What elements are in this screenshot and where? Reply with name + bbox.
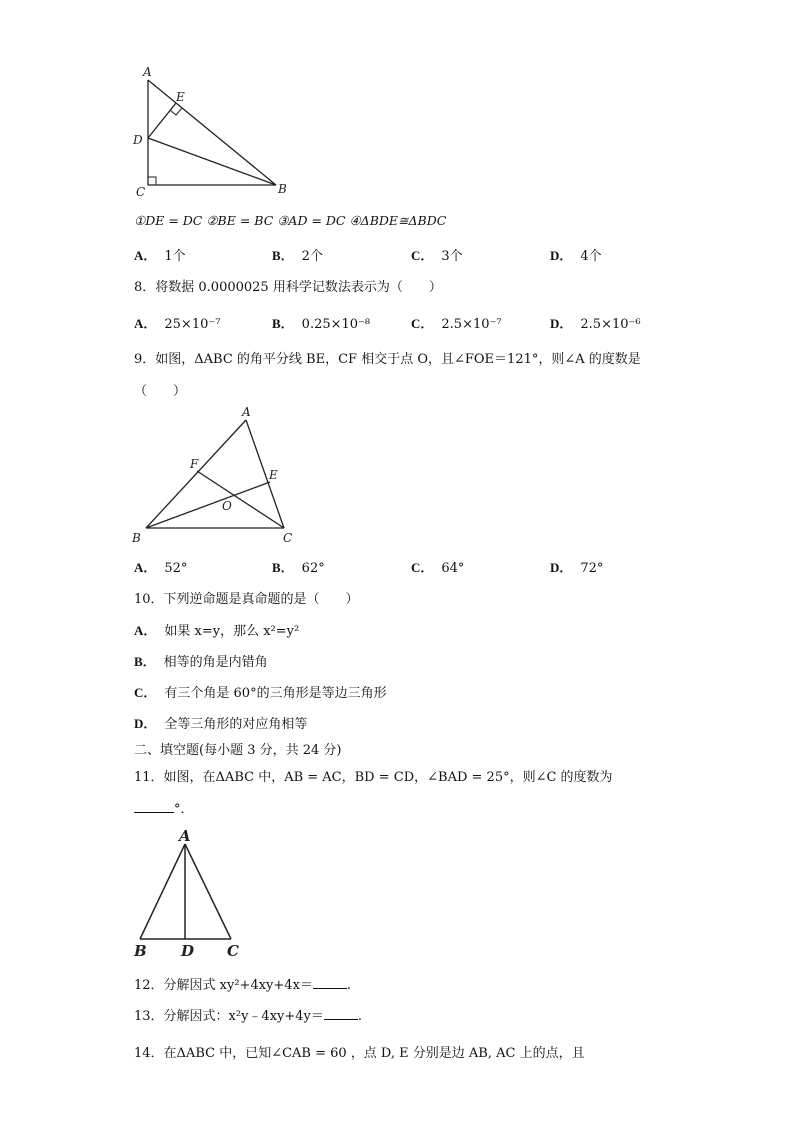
figure-q7-svg <box>128 64 298 200</box>
q11-tail: °． <box>174 802 194 817</box>
option-label: A． <box>134 316 157 331</box>
q9-stem: 9．如图，ΔABC 的角平分线 BE，CF 相交于点 O，且∠FOE＝121°，则∠A 的度数是 <box>134 352 641 367</box>
option-text: 3个 <box>441 249 463 264</box>
option-label: A． <box>134 623 157 638</box>
q13-stem: 13．分解因式：x²y﹣4xy+4y＝ <box>134 1009 324 1024</box>
label-O: O <box>222 499 232 513</box>
option-text: 2.5×10⁻⁶ <box>580 317 641 332</box>
option-text: 全等三角形的对应角相等 <box>164 717 308 732</box>
q10-stem: 10．下列逆命题是真命题的是（ ） <box>134 592 359 607</box>
label-F: F <box>190 457 199 471</box>
q8-option-a[interactable] <box>134 313 220 332</box>
option-label: A． <box>134 560 157 575</box>
q12-line <box>134 974 351 993</box>
option-text: 1个 <box>164 249 186 264</box>
q9-stem-cont: （ ） <box>134 384 187 399</box>
q14-stem: 14．在ΔABC 中，已知∠CAB = 60 ，点 D, E 分别是边 AB, AC 上的点，且 <box>134 1046 585 1061</box>
q7-option-c[interactable] <box>411 245 463 264</box>
option-text: 4个 <box>580 249 602 264</box>
label-A: A <box>179 827 191 845</box>
option-label: C． <box>411 560 434 575</box>
option-text: 0.25×10⁻⁸ <box>301 317 371 332</box>
figure-q9-svg <box>128 404 308 548</box>
label-B: B <box>134 942 147 960</box>
label-C: C <box>136 185 146 199</box>
option-text: 64° <box>441 561 465 576</box>
option-label: B． <box>272 248 294 263</box>
option-label: A． <box>134 248 157 263</box>
option-label: B． <box>272 316 294 331</box>
label-D: D <box>181 942 195 960</box>
figure-q11-svg <box>130 826 250 962</box>
figure-q7 <box>128 64 298 200</box>
option-text: 52° <box>164 561 188 576</box>
option-text: 62° <box>301 561 325 576</box>
option-label: C． <box>134 685 157 700</box>
q10-option-d[interactable] <box>134 713 307 732</box>
q11-answer-line <box>134 798 194 817</box>
q9-option-a[interactable] <box>134 557 187 576</box>
label-A: A <box>242 405 251 419</box>
q13-tail: . <box>357 1009 363 1024</box>
label-E: E <box>176 90 185 104</box>
q10-option-a[interactable] <box>134 620 299 639</box>
figure-q9 <box>128 404 308 548</box>
option-text: 相等的角是内错角 <box>163 655 268 670</box>
option-text: 2个 <box>301 249 323 264</box>
label-D: D <box>133 133 143 147</box>
label-B: B <box>278 182 287 196</box>
q7-statements: ①DE = DC ②BE = BC ③AD = DC ④ΔBDE≅ΔBDC <box>134 213 447 228</box>
figure-q11 <box>130 826 250 962</box>
q12-stem: 12．分解因式 xy²+4xy+4x＝ <box>134 978 313 993</box>
option-label: D． <box>550 560 573 575</box>
option-label: D． <box>134 716 157 731</box>
q13-line <box>134 1005 362 1024</box>
answer-blank[interactable] <box>324 1007 358 1020</box>
q8-option-b[interactable] <box>272 313 370 332</box>
label-E: E <box>269 468 278 482</box>
option-text: 72° <box>580 561 604 576</box>
label-B: B <box>132 531 141 545</box>
option-text: 如果 x=y，那么 x²=y² <box>164 624 300 639</box>
q8-option-c[interactable] <box>411 313 502 332</box>
answer-blank[interactable] <box>313 976 347 989</box>
q9-option-c[interactable] <box>411 557 464 576</box>
option-text: 有三个角是 60°的三角形是等边三角形 <box>164 686 387 701</box>
option-text: 2.5×10⁻⁷ <box>441 317 502 332</box>
option-label: B． <box>134 654 156 669</box>
section-title: 二、填空题(每小题 3 分，共 24 分) <box>134 743 342 758</box>
q7-option-d[interactable] <box>550 245 602 264</box>
q8-stem: 8．将数据 0.0000025 用科学记数法表示为（ ） <box>134 280 442 295</box>
q7-option-a[interactable] <box>134 245 186 264</box>
option-label: D． <box>550 248 573 263</box>
label-C: C <box>227 942 239 960</box>
q10-option-b[interactable] <box>134 651 268 670</box>
option-label: B． <box>272 560 294 575</box>
option-label: C． <box>411 316 434 331</box>
q8-option-d[interactable] <box>550 313 641 332</box>
label-A: A <box>143 65 152 79</box>
label-C: C <box>283 531 293 545</box>
q9-option-b[interactable] <box>272 557 325 576</box>
answer-blank[interactable] <box>134 800 174 813</box>
option-label: C． <box>411 248 434 263</box>
option-text: 25×10⁻⁷ <box>164 317 221 332</box>
option-label: D． <box>550 316 573 331</box>
q9-option-d[interactable] <box>550 557 603 576</box>
q11-stem: 11．如图，在ΔABC 中，AB = AC，BD = CD，∠BAD = 25°，则∠C 的度数为 <box>134 770 613 785</box>
q12-tail: . <box>346 978 352 993</box>
q10-option-c[interactable] <box>134 682 387 701</box>
q7-option-b[interactable] <box>272 245 323 264</box>
